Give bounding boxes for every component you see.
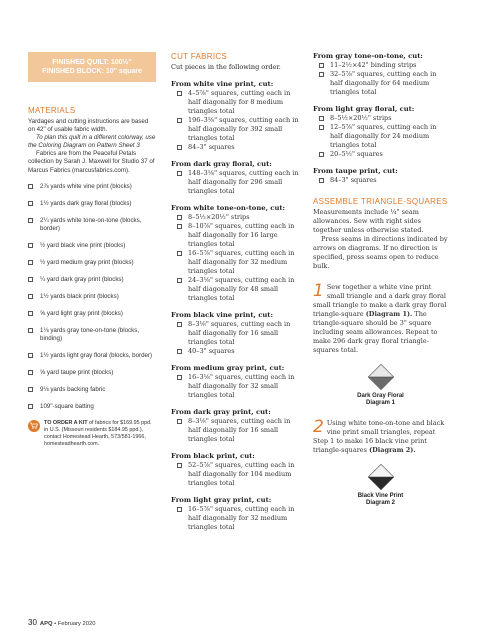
cut-item: 84–3" squares [313, 176, 448, 185]
cut-group-title: From black print, cut: [171, 452, 255, 460]
checkbox-icon [177, 375, 182, 380]
checkbox-icon [177, 118, 182, 123]
diagram-2 [313, 463, 448, 507]
cut-list [171, 213, 301, 303]
cut-list [313, 61, 448, 97]
cut-item: 196–3⅛" squares, cutting each in half diagonally for 392 small triangles total [171, 116, 301, 143]
finished-quilt-label: FINISHED QUILT: 100½" [52, 59, 132, 66]
triangle-square-diagram-2 [367, 463, 395, 491]
material-item: ½ yard medium gray print (blocks) [28, 259, 156, 267]
cut-group-title: From gray tone-on-tone, cut: [313, 52, 423, 60]
step-number: 1 [313, 281, 324, 301]
checkbox-icon [28, 328, 33, 333]
cut-list [171, 461, 301, 488]
cut-item: 8–5½×20½" strips [313, 114, 448, 123]
cut-groups-continued [313, 52, 448, 185]
checkbox-icon [28, 404, 33, 409]
cut-group-title: From light gray floral, cut: [313, 105, 415, 113]
material-item: ⅝ yard taupe print (blocks) [28, 369, 156, 377]
cut-item: 11–2½×42" binding strips [313, 61, 448, 70]
checkbox-icon [319, 125, 324, 130]
cut-fabrics-column [171, 52, 301, 532]
cut-list [171, 373, 301, 400]
checkbox-icon [177, 251, 182, 256]
checkbox-icon [177, 215, 182, 220]
diagram-1 [313, 363, 448, 407]
checkbox-icon [28, 387, 33, 392]
assemble-para-1: Measurements include ¼" seam allowances. Sew with right sides together unless otherwise stated. [313, 208, 424, 234]
cut-item: 84–3" squares [171, 143, 301, 152]
materials-para-3: Fabrics are from the Peaceful Petals collection by Sarah J. Maxwell for Studio 37 of Marcus Fabrics (marcusfabrics.com). [28, 150, 155, 174]
assemble-heading: ASSEMBLE TRIANGLE-SQUARES [313, 197, 448, 206]
checkbox-icon [177, 171, 182, 176]
cut-group-title: From dark gray print, cut: [171, 408, 271, 416]
checkbox-icon [28, 218, 33, 223]
cut-group-title: From taupe print, cut: [313, 167, 398, 175]
diagram-1-caption: Dark Gray Floral Diagram 1 [357, 393, 404, 406]
cut-item: 8–10⅞" squares, cutting each in half diagonally for 16 large triangles total [171, 222, 301, 249]
material-item: 2¼ yards white tone-on-tone (blocks, border) [28, 217, 156, 233]
cut-group-title: From medium gray print, cut: [171, 364, 285, 372]
checkbox-icon [319, 63, 324, 68]
assemble-intro [313, 208, 448, 271]
cut-item: 24–3⅛" squares, cutting each in half diagonally for 48 small triangles total [171, 276, 301, 303]
materials-list [28, 183, 156, 411]
checkbox-icon [28, 260, 33, 265]
cut-item: 8–3⅛" squares, cutting each in half diagonally for 16 small triangles total [171, 320, 301, 347]
checkbox-icon [28, 311, 33, 316]
cut-list [171, 89, 301, 152]
finished-block-label: FINISHED BLOCK: 10" square [42, 68, 142, 75]
checkbox-icon [177, 349, 182, 354]
checkbox-icon [28, 277, 33, 282]
cut-item: 8–5½×20½" strips [171, 213, 301, 222]
materials-heading: MATERIALS [28, 106, 76, 115]
cut-list [171, 320, 301, 356]
checkbox-icon [177, 145, 182, 150]
material-item: 109"-square batting [28, 403, 156, 411]
checkbox-icon [28, 370, 33, 375]
material-item: 2⅞ yards white vine print (blocks) [28, 183, 156, 191]
cut-item: 40–3" squares [171, 347, 301, 356]
material-item: 1½ yards dark gray floral (blocks) [28, 200, 156, 208]
checkbox-icon [177, 224, 182, 229]
cut-fabrics-heading: CUT FABRICS [171, 52, 228, 61]
materials-para-1: Yardages and cutting instructions are based on 42" of usable fabric width. [28, 118, 149, 134]
checkbox-icon [319, 178, 324, 183]
cut-group-title: From white tone-on-tone, cut: [171, 204, 286, 212]
cut-list [313, 114, 448, 159]
cut-list [171, 169, 301, 196]
checkbox-icon [177, 322, 182, 327]
kit-order-note [28, 420, 156, 448]
material-item: 1⅛ yards gray tone-on-tone (blocks, binding) [28, 327, 156, 343]
step-1: 1 Sew together a white vine print small triangle and a dark gray floral small triangle to make a dark gray floral triangle-square (Diagram 1). The triangle-square should be 3" square including seam allowances. Repeat to make 296 dark gray floral triangle-squares total. [313, 281, 447, 354]
material-item: 1½ yards black print (blocks) [28, 293, 156, 301]
cart-icon [28, 420, 40, 432]
assemble-para-2: Press seams in directions indicated by arrows on diagrams. If no direction is specified, press seams open to reduce bulk. [313, 235, 448, 270]
diagram-2-caption: Black Vine Print Diagram 2 [357, 493, 404, 506]
cut-list [313, 176, 448, 185]
cut-group-title: From dark gray floral, cut: [171, 160, 272, 168]
cut-item: 32–5⅞" squares, cutting each in half diagonally for 64 medium triangles total [313, 70, 448, 97]
page-number: 30 [28, 618, 37, 627]
materials-para-2: To plan this quilt in a different colorway, use the Coloring Diagram on Pattern Sheet 3 [28, 134, 156, 150]
checkbox-icon [28, 353, 33, 358]
cut-item: 148–3⅛" squares, cutting each in half diagonally for 296 small triangles total [171, 169, 301, 196]
triangle-square-diagram-1 [367, 363, 395, 391]
cut-list [171, 505, 301, 532]
material-item: 9⅛ yards backing fabric [28, 386, 156, 394]
cut-item: 16–5⅞" squares, cutting each in half diagonally for 32 medium triangles total [171, 249, 301, 276]
material-item: ⅝ yard light gray print (blocks) [28, 310, 156, 318]
checkbox-icon [177, 278, 182, 283]
assembly-column [313, 52, 448, 507]
cut-group-title: From light gray print, cut: [171, 496, 272, 504]
checkbox-icon [319, 116, 324, 121]
materials-column [28, 52, 156, 448]
checkbox-icon [177, 463, 182, 468]
kit-order-text: TO ORDER A KIT of fabrics for $169.95 ppd. in U.S. (Missouri residents $184.95 ppd.), contact Homestead Hearth, 573/581-1966, homesteadhearth.com. [44, 419, 152, 447]
checkbox-icon [177, 419, 182, 424]
cut-item: 4–5⅞" squares, cutting each in half diagonally for 8 medium triangles total [171, 89, 301, 116]
checkbox-icon [28, 201, 33, 206]
materials-intro [28, 118, 156, 175]
cut-group-title: From white vine print, cut: [171, 80, 274, 88]
material-item: ½ yard black vine print (blocks) [28, 242, 156, 250]
checkbox-icon [177, 91, 182, 96]
checkbox-icon [319, 152, 324, 157]
cut-item: 20–5½" squares [313, 150, 448, 159]
cut-item: 12–5⅞" squares, cutting each in half diagonally for 24 medium triangles total [313, 123, 448, 150]
page-footer [28, 612, 95, 630]
material-item: 1½ yards light gray floral (blocks, border) [28, 352, 156, 360]
checkbox-icon [319, 72, 324, 77]
checkbox-icon [28, 243, 33, 248]
cut-item: 16–5⅞" squares, cutting each in half diagonally for 32 medium triangles total [171, 505, 301, 532]
cut-item: 8–3⅛" squares, cutting each in half diagonally for 16 small triangles total [171, 417, 301, 444]
checkbox-icon [177, 507, 182, 512]
cut-item: 16–3⅛" squares, cutting each in half diagonally for 32 small triangles total [171, 373, 301, 400]
step-2: 2 Using white tone-on-tone and black vine print small triangles, repeat Step 1 to make 16 black vine print triangle-squares (Diagram 2). [313, 417, 445, 454]
step-number: 2 [313, 417, 324, 437]
cut-group-title: From black vine print, cut: [171, 311, 273, 319]
finished-size-box [28, 52, 156, 82]
cut-groups [171, 80, 301, 532]
material-item: ¼ yard dark gray print (blocks) [28, 276, 156, 284]
cut-item: 52–5⅞" squares, cutting each in half diagonally for 104 medium triangles total [171, 461, 301, 488]
magazine-info: APQ • February 2020 [39, 621, 96, 627]
checkbox-icon [28, 184, 33, 189]
cut-fabrics-intro: Cut pieces in the following order. [171, 63, 281, 71]
cut-list [171, 417, 301, 444]
checkbox-icon [28, 294, 33, 299]
